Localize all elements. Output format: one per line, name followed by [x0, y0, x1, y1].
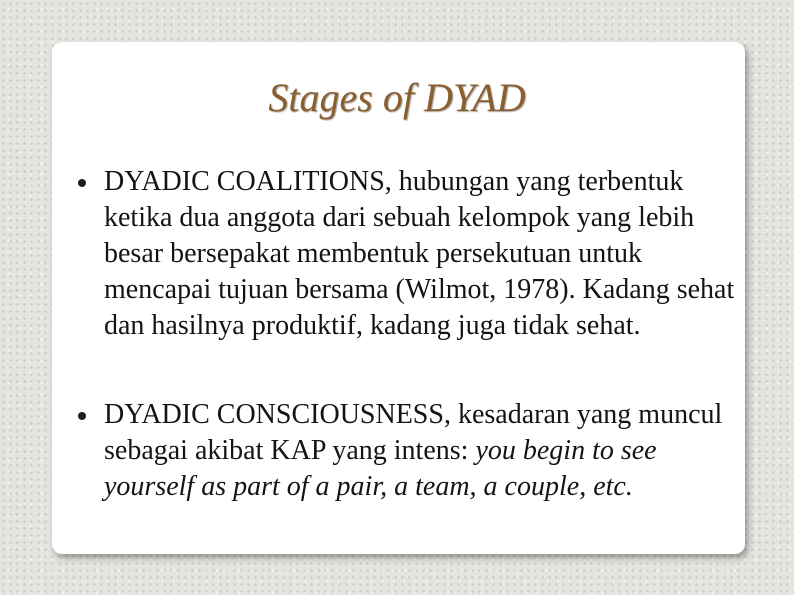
- bullet-dot-icon: [78, 412, 86, 420]
- bullet-text: DYADIC CONSCIOUSNESS, kesadaran yang muncul sebagai akibat KAP yang intens:: [104, 399, 723, 466]
- bullet-item-dyadic-consciousness: [104, 397, 744, 505]
- bullet-text-italic: you begin to see yourself as part of a pair, a team, a couple, etc.: [104, 435, 657, 502]
- bullet-text: DYADIC COALITIONS, hubungan yang terbentuk ketika dua anggota dari sebuah kelompok yang lebih besar bersepakat membentuk persekutuan untuk mencapai tujuan bersama (Wilmot, 1978). Kadang sehat dan hasilnya produktif, kadang juga tidak sehat.: [104, 166, 735, 341]
- bullet-item-dyadic-coalitions: [104, 164, 744, 344]
- slide-title: Stages of DYAD: [268, 75, 526, 120]
- bullet-dot-icon: [78, 179, 86, 187]
